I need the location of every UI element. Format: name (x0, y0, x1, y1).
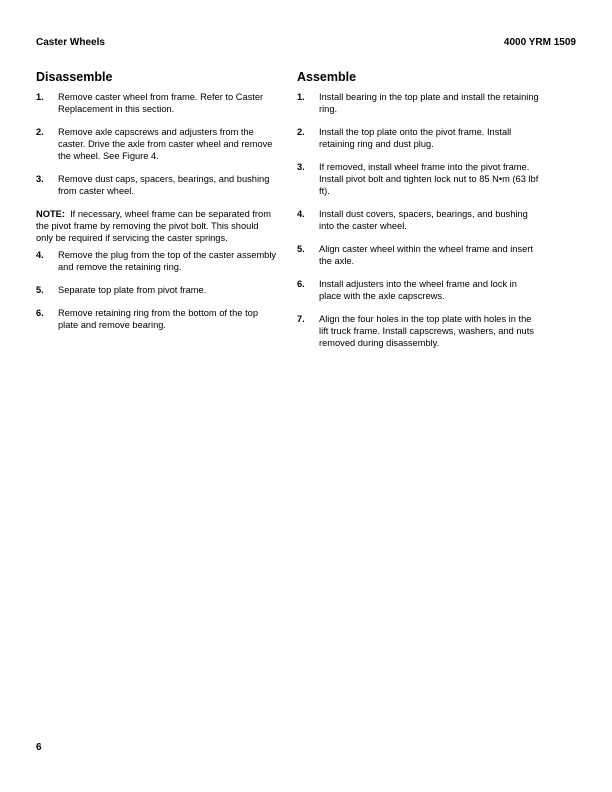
step-text: Install the top plate onto the pivot frame. Install retaining ring and dust plug. (319, 127, 512, 149)
list-item (297, 91, 541, 115)
list-item (36, 249, 280, 273)
step-text: Align caster wheel within the wheel frame and insert the axle. (319, 244, 533, 266)
assemble-title: Assemble (297, 70, 357, 84)
document-code: 4000 YRM 1509 (503, 37, 576, 48)
disassemble-steps-a (36, 91, 280, 197)
list-item (36, 284, 280, 296)
section-header: Caster Wheels (36, 37, 105, 48)
step-number: 5. (36, 285, 44, 295)
disassemble-section (36, 70, 280, 342)
list-item (297, 313, 541, 349)
list-item (36, 126, 280, 162)
step-text: Install bearing in the top plate and install the retaining ring. (319, 92, 539, 114)
step-number: 6. (36, 308, 44, 318)
disassemble-title: Disassemble (36, 70, 113, 84)
note-label: NOTE: (36, 209, 65, 219)
step-number: 6. (297, 279, 305, 289)
step-text: If removed, install wheel frame into the pivot frame. Install pivot bolt and tighten lock nut to 85 N•m (63 lbf ft). (319, 162, 539, 196)
step-text: Remove axle capscrews and adjusters from the caster. Drive the axle from caster wheel and remove the wheel. See Figure 4. (58, 127, 273, 161)
list-item (36, 307, 280, 331)
list-item (297, 278, 541, 302)
step-number: 4. (36, 250, 44, 260)
step-number: 1. (36, 92, 44, 102)
step-text: Remove dust caps, spacers, bearings, and bushing from caster wheel. (58, 174, 270, 196)
step-number: 4. (297, 209, 305, 219)
note-text: If necessary, wheel frame can be separated from the pivot frame by removing the pivot bolt. This should only be required if servicing the caster springs. (36, 209, 271, 243)
step-number: 5. (297, 244, 305, 254)
step-text: Remove the plug from the top of the caster assembly and remove the retaining ring. (58, 250, 277, 272)
note-paragraph (36, 208, 276, 244)
list-item (36, 173, 280, 197)
step-text: Remove caster wheel from frame. Refer to Caster Replacement in this section. (58, 92, 264, 114)
step-number: 2. (36, 127, 44, 137)
list-item (297, 208, 541, 232)
step-text: Align the four holes in the top plate with holes in the lift truck frame. Install capscrews, washers, and nuts removed during disassembly. (319, 314, 534, 348)
step-number: 7. (297, 314, 305, 324)
list-item (297, 126, 541, 150)
step-number: 3. (36, 174, 44, 184)
disassemble-steps-b (36, 249, 280, 331)
step-text: Separate top plate from pivot frame. (58, 285, 207, 295)
step-text: Install adjusters into the wheel frame and lock in place with the axle capscrews. (319, 279, 517, 301)
step-number: 2. (297, 127, 305, 137)
assemble-steps (297, 91, 541, 349)
page-number: 6 (36, 742, 42, 753)
step-text: Remove retaining ring from the bottom of the top plate and remove bearing. (58, 308, 258, 330)
list-item (297, 243, 541, 267)
step-number: 1. (297, 92, 305, 102)
list-item (36, 91, 280, 115)
step-number: 3. (297, 162, 305, 172)
list-item (297, 161, 541, 197)
step-text: Install dust covers, spacers, bearings, and bushing into the caster wheel. (319, 209, 528, 231)
assemble-section (297, 70, 541, 360)
